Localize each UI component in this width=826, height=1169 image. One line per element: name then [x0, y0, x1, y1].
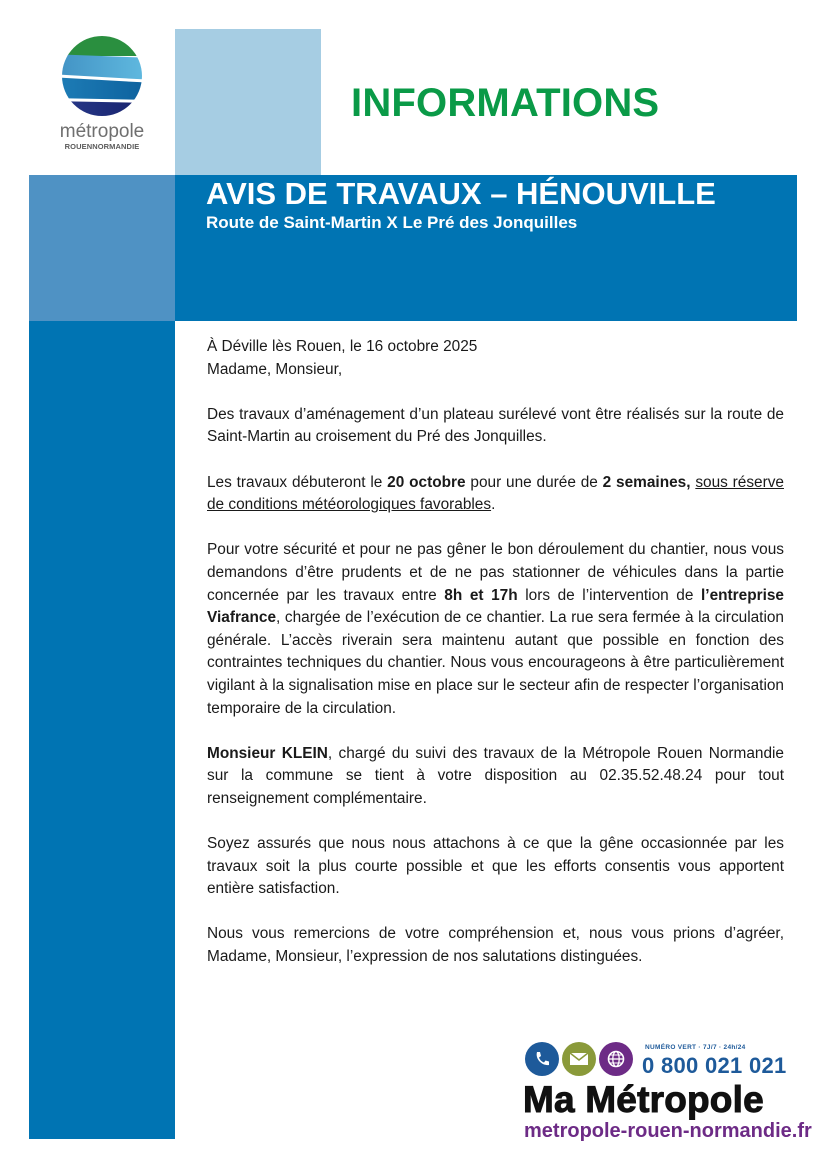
logo-subtitle: ROUENNORMANDIE [64, 142, 140, 151]
metropole-logo [50, 34, 154, 151]
text-run: pour une durée de [465, 473, 603, 491]
logo-wordmark: métropole [59, 121, 145, 142]
letter-body [207, 336, 784, 991]
toll-free-number[interactable]: 0 800 021 021 [642, 1053, 787, 1078]
globe-icon [599, 1042, 633, 1076]
contractor-name: l’entreprise Viafrance [207, 586, 784, 627]
text-run: lors de l’intervention de [517, 586, 702, 604]
section-title: INFORMATIONS [351, 81, 660, 125]
notice-title: AVIS DE TRAVAUX – HÉNOUVILLE [206, 176, 716, 211]
paragraph-intro: Des travaux d’aménagement d’un plateau surélevé vont être réalisés sur la route de Saint-Martin au croisement du Pré des Jonquilles. [207, 405, 784, 446]
paragraph-dates [207, 472, 784, 517]
notice-subtitle: Route de Saint-Martin X Le Pré des Jonquilles [206, 213, 578, 232]
text-run: , chargé du suivi des travaux de la Métropole Rouen Normandie sur la commune se tient à votre disposition au 02.35.52.48.24 pour tout renseignement complémentaire. [207, 744, 784, 807]
metropole-globe-icon [50, 34, 154, 122]
paragraph-contact [207, 743, 784, 811]
website-link[interactable]: metropole-rouen-normandie.fr [524, 1120, 812, 1142]
place-date: À Déville lès Rouen, le 16 octobre 2025 [207, 338, 478, 355]
text-run: . [491, 496, 496, 514]
text-run: Pour votre sécurité et pour ne pas gêner le bon déroulement du chantier, nous vous demandons d’être prudents et de ne pas stationner de véhicules dans la partie concernée par les travaux entre [207, 541, 784, 604]
duration: 2 semaines, [602, 473, 691, 491]
salutation: Madame, Monsieur, [207, 360, 343, 378]
brand-name: Ma Métropole [523, 1079, 764, 1120]
paragraph-assurance: Soyez assurés que nous nous attachons à ce que la gêne occasionnée par les travaux soit la plus courte possible et que les efforts consentis vous apportent entière satisfaction. [207, 835, 784, 898]
ma-metropole-footer [522, 1040, 812, 1145]
phone-icon [525, 1042, 559, 1076]
text-run: , chargée de l’exécution de ce chantier. La rue sera fermée à la circulation générale. L’accès riverain sera maintenu autant que possible en fonction des contraintes techniques du chantier. Nous vous encourageons à être particulièrement vigilant à la signalisation mise en place sur le secteur afin de respecter l’organisation temporaire de la circulation. [207, 609, 784, 717]
work-hours: 8h et 17h [444, 586, 518, 604]
left-blue-column [29, 321, 175, 1139]
text-run: Les travaux débuteront le [207, 473, 388, 491]
mail-icon [562, 1042, 596, 1076]
start-date: 20 octobre [387, 473, 466, 491]
light-blue-decor-block [175, 29, 321, 175]
mid-blue-decor-block [29, 175, 175, 321]
paragraph-closing: Nous vous remercions de votre compréhension et, nous vous prions d’agréer, Madame, Monsieur, l’expression de nos salutations distinguées. [207, 925, 784, 966]
weather-condition-note: sous réserve de conditions météorologiques favorables [207, 473, 784, 514]
toll-free-label: NUMÉRO VERT · 7J/7 · 24h/24 [645, 1044, 746, 1051]
paragraph-safety [207, 539, 784, 720]
contact-person: Monsieur KLEIN [207, 744, 328, 762]
